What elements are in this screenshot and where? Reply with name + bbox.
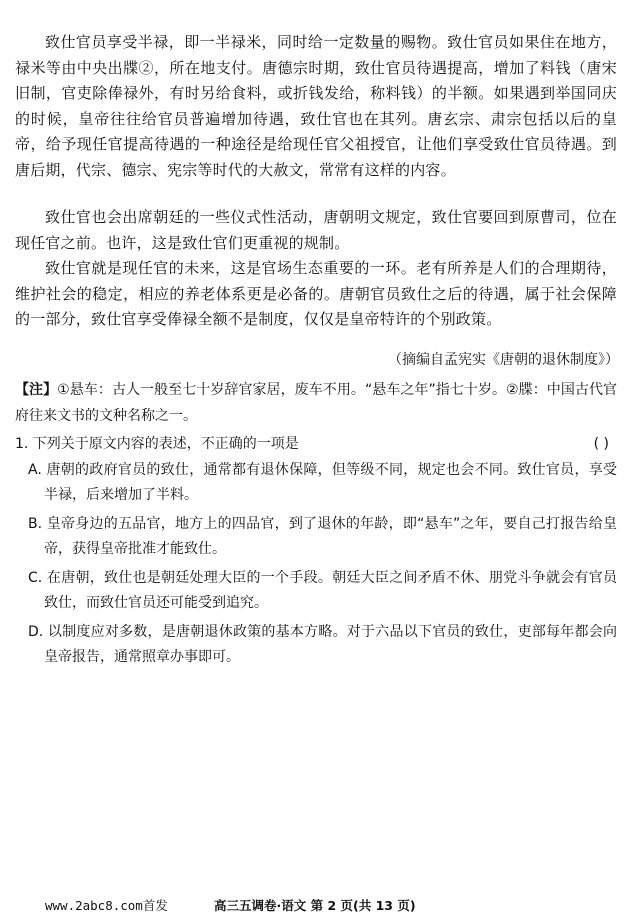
option-d: D. 以制度应对多数，是唐朝退休政策的基本方略。对于六品以下官员的致仕，吏部每年都会向皇帝报告，通常照章办事即可。 bbox=[28, 623, 617, 665]
footnote bbox=[15, 378, 617, 429]
question-1 bbox=[15, 432, 617, 674]
question-stem-text: 1. 下列关于原文内容的表述，不正确的一项是 bbox=[15, 436, 299, 452]
option-b: B. 皇帝身边的五品官，地方上的四品官，到了退休的年龄，即“悬车”之年，要自己打报告给皇帝，获得皇帝批准才能致仕。 bbox=[28, 515, 617, 557]
article-paragraph: 致仕官员享受半禄，即一半禄米，同时给一定数量的赐物。致仕官员如果住在地方，禄米等由中央出牒②，所在地支付。唐德宗时期，致仕官员待遇提高，增加了料钱（唐宋旧制，官吏除俸禄外，有时另给食料，或折钱发给，称料钱）的半额。如果遇到举国同庆的时候，皇帝往往给官员普遍增加待遇，致仕官也在其列。唐玄宗、肃宗包括以后的皇帝，给予现任官提高待遇的一种途径是给现任官父祖授官，让他们享受致仕官员待遇。到唐后期，代宗、德宗、宪宗等时代的大赦文，常常有这样的内容。 bbox=[15, 33, 617, 179]
footnote-text: ①悬车：古人一般至七十岁辞官家居，废车不用。“悬车之年”指七十岁。②牒：中国古代官府往来文书的文种名称之一。 bbox=[15, 382, 618, 424]
article-paragraph: 致仕官就是现任官的未来，这是官场生态重要的一环。老有所养是人们的合理期待，维护社会的稳定，相应的养老体系更是必备的。唐朝官员致仕之后的待遇，属于社会保障的一部分，致仕官享受俸禄全额不是制度，仅仅是皇帝特许的个别政策。 bbox=[15, 259, 617, 328]
option-c: C. 在唐朝，致仕也是朝廷处理大臣的一个手段。朝廷大臣之间矛盾不休、朋党斗争就会有官员致仕，而致仕官员还可能受到追究。 bbox=[28, 569, 617, 611]
footer-page-info: 高三五调卷·语文 第 2 页(共 13 页) bbox=[214, 898, 416, 913]
footer-site-watermark: www.2abc8.com首发 bbox=[45, 898, 168, 913]
answer-blank: ( ) bbox=[593, 436, 609, 452]
page-footer bbox=[0, 893, 635, 915]
option-a: A. 唐朝的政府官员的致仕，通常都有退休保障，但等级不同，规定也会不同。致仕官员，享受半禄，后来增加了半料。 bbox=[28, 461, 617, 503]
footnote-label: 【注】 bbox=[15, 382, 58, 398]
article-paragraph: 致仕官也会出席朝廷的一些仪式性活动，唐朝明文规定，致仕官要回到原曹司，位在现任官之前。也许，这是致仕官们更重视的规制。 bbox=[15, 208, 617, 252]
source-citation: （摘编自孟宪实《唐朝的退休制度》） bbox=[388, 352, 619, 368]
question-stem bbox=[15, 432, 617, 458]
